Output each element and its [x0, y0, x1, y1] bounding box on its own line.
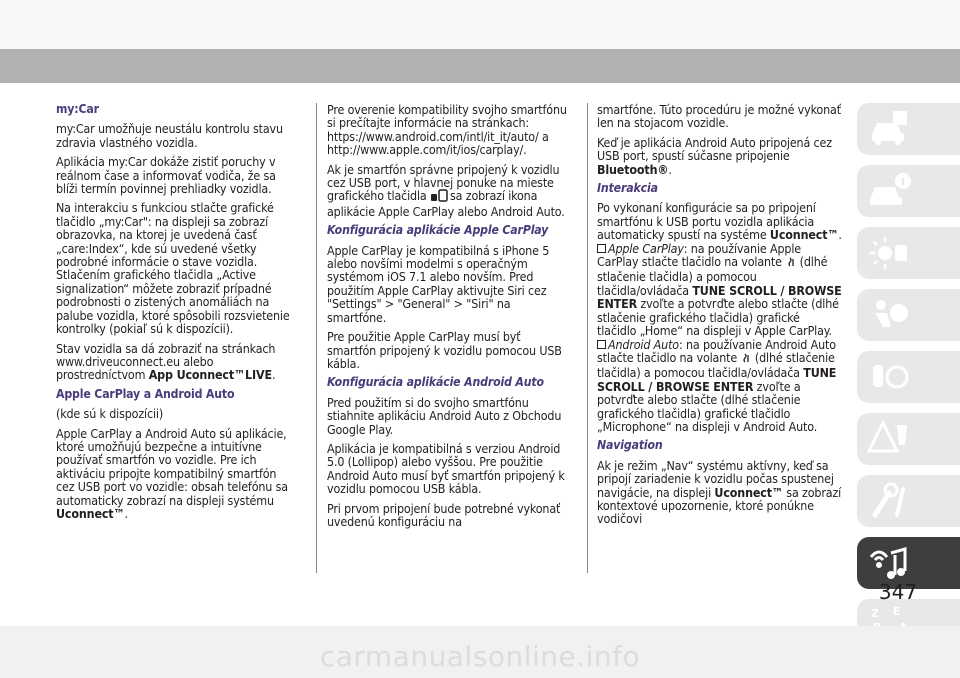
italic-text: Android Auto — [608, 336, 679, 352]
list-item-android — [597, 338, 842, 434]
voice-command-icon — [740, 353, 751, 366]
car-dashboard-icon — [867, 107, 911, 151]
paragraph — [597, 201, 842, 241]
text: sa zobrazí ikona aplikácie Apple CarPlay alebo Android Auto. — [327, 188, 565, 219]
paragraph: Aplikácia je kompatibilná s verziou Android 5.0 (Lollipop) alebo vyššou. Pre použitie Android Auto musí byť smartfón pripojený k vozidlu pomocou USB kábla. — [327, 440, 565, 497]
airbag-safety-icon — [867, 293, 911, 337]
bold-text: TUNE SCROLL / BROWSE ENTER — [597, 365, 837, 394]
car-info-icon — [867, 169, 911, 213]
paragraph: Pred použitím si do svojho smartfónu stiahnite aplikáciu Android Auto z Obchodu Google Play. — [327, 394, 562, 437]
text: . — [124, 505, 128, 521]
text: Po vykonaní konfigurácie sa po pripojení smartfónu k USB portu vozidla aplikácia automaticky spustí na systéme — [597, 200, 816, 243]
svg-text:Z: Z — [871, 607, 879, 620]
bold-text: Uconnect™ — [769, 227, 839, 243]
text: Ak je režim „Nav“ systému aktívny, keď sa pripojí zariadenie k vozidlu počas spustenej navigácie, na displeji — [597, 457, 834, 500]
bold-text: TUNE SCROLL / BROWSE ENTER — [597, 282, 842, 312]
column-2 — [327, 103, 572, 534]
heading-apple-carplay-config: Konfigurácia aplikácie Apple CarPlay — [327, 223, 549, 238]
voice-command-icon — [785, 257, 796, 270]
paragraph — [56, 427, 296, 521]
text: Keď je aplikácia Android Auto pripojená cez USB port, spustí súčasne pripojenie — [597, 134, 832, 164]
text: (dlhé stlačenie tlačidla) a pomocou tlačidla/ovládača — [597, 349, 835, 381]
paragraph — [327, 163, 572, 219]
paragraph: Pre použitie Apple CarPlay musí byť smartfón pripojený k vozidlu pomocou USB kábla. — [327, 329, 562, 371]
header-bar — [0, 49, 960, 83]
paragraph: Na interakciu s funkciou stlačte grafické tlačidlo „my:Car": na displeji sa zobrazí obrazovka, na ktorej je uvedená časť „care:Index“, kde sú uvedené všetky podrobné informácie o stave vozidla. Stlačením grafického tlačidla „Active signalization“ môžete zobraziť prípadné podrobnosti o zistených anomáliách na palube vozidla, ktoré spôsobili rozsvietenie kontrolky (pokiaľ sú k dispozícii). — [56, 200, 290, 337]
warning-lights-icon — [867, 231, 911, 275]
paragraph: Apple CarPlay je kompatibilná s iPhone 5 alebo novšími modelmi s operačným systémom iOS 7.1 alebo novším. Pred použitím Apple CarPlay aktivujte Siri cez "Settings" > "General" > "Siri" na smartfóne. — [327, 242, 550, 325]
paragraph: my:Car umožňuje neustálu kontrolu stavu zdravia vlastného vozidla. — [56, 121, 283, 150]
column-divider — [587, 103, 588, 573]
paragraph: Aplikácia my:Car dokáže zistiť poruchy v reálnom čase a informovať vodiča, že sa blíži termín povinnej prehliadky vozidla. — [56, 154, 276, 197]
multimedia-music-icon — [867, 541, 911, 585]
tab-warning-lights[interactable] — [857, 227, 960, 279]
svg-text:E: E — [893, 605, 901, 618]
heading-navigation: Navigation — [597, 438, 663, 453]
italic-text: Apple CarPlay — [608, 240, 684, 256]
bold-text: Uconnect™ — [56, 505, 125, 521]
heading-mycar: my:Car — [56, 102, 99, 116]
heading-android-auto-config: Konfigurácia aplikácie Android Auto — [327, 375, 544, 390]
smartphone-app-icon — [430, 189, 450, 204]
bullet-square-icon — [597, 244, 606, 253]
watermark: carmanualsonline.info — [319, 640, 641, 673]
heading-carplay-android: Apple CarPlay a Android Auto — [56, 386, 235, 401]
heading-interakcia: Interakcia — [597, 181, 658, 196]
text: zvoľte a potvrďte alebo stlačte (dlhé stlačenie grafického tlačidla) grafické tlačidlo „Microphone“ na displeji v Android Auto. — [597, 378, 818, 434]
tab-airbag-safety[interactable] — [857, 289, 960, 341]
tab-car-info[interactable] — [857, 165, 960, 217]
tab-maintenance[interactable] — [857, 475, 960, 527]
paragraph — [597, 136, 842, 176]
text: : na používanie Android Auto stlačte tlačidlo na volante — [597, 336, 836, 365]
column-1 — [56, 103, 296, 526]
text: sa zobrazí kontextové upozornenie, ktoré ponúkne vodičovi — [597, 484, 842, 527]
tab-car-dashboard[interactable] — [857, 103, 960, 155]
text: (dlhé stlačenie tlačidla) a pomocou tlačidla/ovládača — [597, 254, 828, 298]
column-3 — [597, 103, 842, 532]
key-steering-icon — [867, 355, 911, 399]
paragraph: smartfóne. Túto procedúru je možné vykonať len na stojacom vozidle. — [597, 102, 841, 131]
tab-emergency[interactable] — [857, 413, 960, 465]
emergency-triangle-icon — [867, 417, 911, 461]
text: . — [668, 161, 672, 177]
text: : na používanie Apple CarPlay stlačte tlačidlo na volante — [597, 240, 802, 270]
text: Apple CarPlay a Android Auto sú aplikácie, ktoré umožňujú bezpečne a intuitívne používať smartfón vo vozidle. Pre ich aktiváciu pripojte kompatibilný smartfón cez USB port vo vozidle: obsah telefónu sa automaticky zobrazí na displeji systému — [56, 425, 288, 508]
paragraph: Pri prvom pripojení bude potrebné vykonať uvedenú konfiguráciu na — [327, 500, 561, 529]
chapter-tabs — [857, 103, 960, 661]
paragraph — [56, 342, 296, 382]
column-divider — [316, 103, 317, 573]
page-number: 347 — [878, 580, 918, 604]
tab-starting-driving[interactable] — [857, 351, 960, 403]
header-band — [0, 0, 960, 83]
text: Stav vozidla sa dá zobraziť na stránkach www.driveuconnect.eu alebo prostredníctvom — [56, 340, 276, 383]
bold-text: App Uconnect™LIVE — [148, 367, 272, 383]
bullet-square-icon — [597, 340, 606, 349]
wrench-tools-icon — [867, 479, 911, 523]
text: . — [271, 367, 276, 383]
text: zvoľte a potvrďte alebo stlačte (dlhé stlačenie grafického tlačidla) grafické tlačidlo „Home“ na displeji v Apple CarPlay. — [597, 296, 839, 339]
paragraph: (kde sú k dispozícii) — [56, 406, 164, 422]
paragraph — [597, 459, 842, 526]
text: Ak je smartfón správne pripojený k vozidlu cez USB port, v hlavnej ponuke na mieste grafického tlačidla — [327, 161, 560, 204]
text: . — [838, 227, 842, 243]
list-item-carplay — [597, 242, 842, 338]
bold-text: Uconnect™ — [714, 484, 783, 500]
bold-text: Bluetooth® — [597, 161, 669, 177]
paragraph: Pre overenie kompatibility svojho smartfónu si prečítajte informácie na stránkach: https://www.android.com/intl/it_it/auto/ a http://www.apple.com/it/ios/carplay/. — [327, 102, 567, 158]
